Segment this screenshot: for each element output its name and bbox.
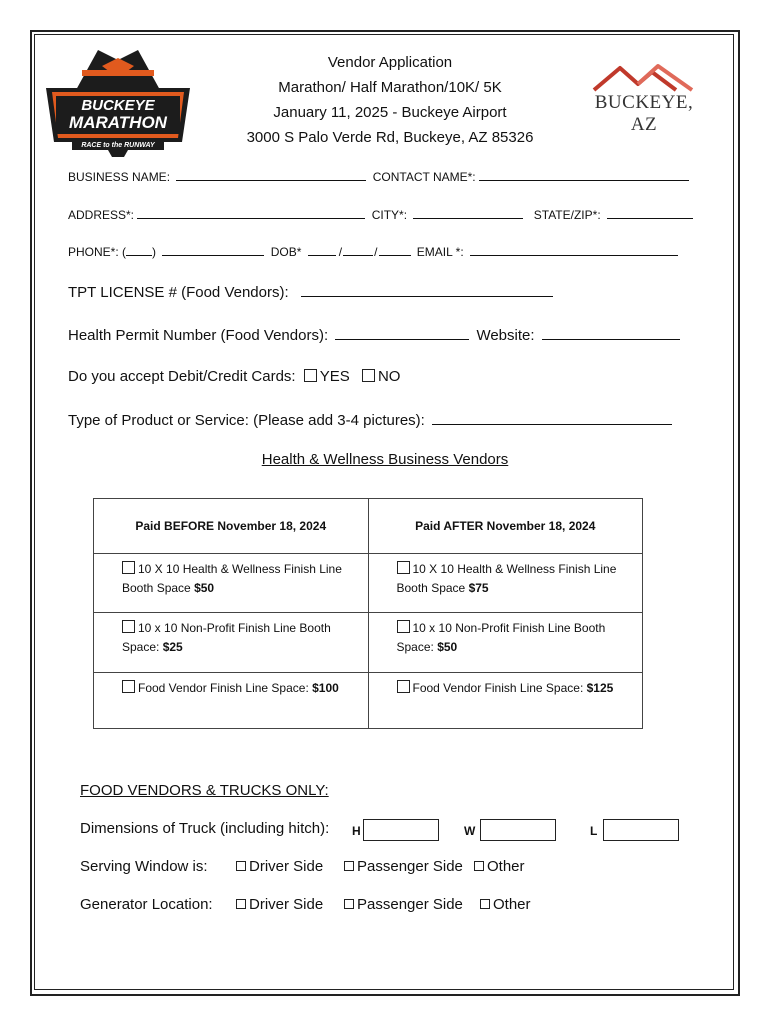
no-checkbox[interactable] (362, 369, 375, 382)
serving-passenger-checkbox[interactable] (344, 861, 354, 871)
serving-window-label: Serving Window is: (80, 858, 208, 875)
yes-label: YES (319, 368, 350, 385)
fee-table (93, 498, 643, 729)
no-label: NO (377, 368, 401, 385)
phone-label: PHONE*: ( (68, 245, 127, 259)
option-label: 10 X 10 Health & Wellness Finish Line Booth Space (122, 562, 342, 595)
phone-area-code-field[interactable] (126, 243, 152, 256)
table-cell (368, 673, 643, 729)
dob-slash: / (374, 245, 378, 259)
option-price: $125 (586, 681, 614, 695)
city-field[interactable] (413, 206, 523, 219)
dob-year-field[interactable] (379, 243, 411, 256)
option-label: Food Vendor Finish Line Space: (412, 681, 587, 695)
generator-driver-option[interactable] (236, 896, 323, 913)
option-label: Other (487, 858, 525, 875)
health-permit-line (68, 325, 683, 344)
table-cell (94, 613, 369, 673)
option-checkbox[interactable] (122, 680, 135, 693)
length-input[interactable] (603, 819, 679, 841)
header-address: 3000 S Palo Verde Rd, Buckeye, AZ 85326 (246, 129, 534, 146)
option-checkbox[interactable] (397, 680, 410, 693)
product-field[interactable] (432, 410, 672, 425)
address-label: ADDRESS*: (68, 208, 135, 222)
business-name-field[interactable] (176, 168, 366, 181)
dob-slash: / (338, 245, 343, 259)
generator-passenger-option[interactable] (344, 896, 463, 913)
table-row (94, 613, 643, 673)
option-price: $75 (468, 581, 489, 595)
business-name-label: BUSINESS NAME: (68, 170, 171, 184)
option-label: Passenger Side (357, 896, 463, 913)
option-label: 10 x 10 Non-Profit Finish Line Booth Space: (396, 621, 606, 654)
generator-other-checkbox[interactable] (480, 899, 490, 909)
address-line (68, 206, 696, 222)
table-cell (368, 613, 643, 673)
width-label: W (464, 824, 476, 838)
food-vendors-title: FOOD VENDORS & TRUCKS ONLY: (80, 782, 329, 799)
header-events: Marathon/ Half Marathon/10K/ 5K (278, 79, 502, 96)
city-label: CITY*: (371, 208, 408, 222)
option-price: $25 (162, 640, 183, 654)
option-price: $50 (194, 581, 215, 595)
option-checkbox[interactable] (122, 561, 135, 574)
height-label: H (352, 824, 361, 838)
before-header: Paid BEFORE November 18, 2024 (94, 499, 369, 554)
table-cell (368, 554, 643, 613)
option-price: $100 (312, 681, 339, 695)
address-field[interactable] (137, 206, 365, 219)
logo-top-text: BUCKEYE (81, 97, 155, 114)
cards-label: Do you accept Debit/Credit Cards: (68, 368, 296, 385)
health-permit-field[interactable] (335, 325, 469, 340)
height-input[interactable] (363, 819, 439, 841)
option-checkbox[interactable] (122, 620, 135, 633)
option-label: Driver Side (249, 896, 324, 913)
phone-paren: ) (152, 245, 157, 259)
after-header: Paid AFTER November 18, 2024 (368, 499, 643, 554)
health-permit-label: Health Permit Number (Food Vendors): (68, 327, 329, 344)
table-row (94, 554, 643, 613)
serving-driver-option[interactable] (236, 858, 323, 875)
buckeye-marathon-logo (42, 38, 194, 158)
product-line (68, 410, 675, 429)
truck-dimensions-line (80, 820, 329, 837)
yes-checkbox[interactable] (304, 369, 317, 382)
option-label: 10 x 10 Non-Profit Finish Line Booth Space: (122, 621, 331, 654)
option-label: Driver Side (249, 858, 324, 875)
table-row (94, 673, 643, 729)
generator-location-label: Generator Location: (80, 896, 213, 913)
state-zip-field[interactable] (607, 206, 693, 219)
product-label: Type of Product or Service: (Please add 3-4 pictures): (68, 412, 425, 429)
option-checkbox[interactable] (397, 620, 410, 633)
email-field[interactable] (470, 243, 678, 256)
table-cell (94, 673, 369, 729)
mountain-icon (580, 62, 708, 92)
email-label: EMAIL *: (416, 245, 464, 259)
state-zip-label: STATE/ZIP*: (533, 208, 601, 222)
serving-other-checkbox[interactable] (474, 861, 484, 871)
business-contact-line (68, 168, 692, 184)
buckeye-az-text: BUCKEYE, AZ (594, 92, 694, 135)
website-label: Website: (476, 327, 535, 344)
header-date: January 11, 2025 - Buckeye Airport (273, 104, 507, 121)
website-field[interactable] (542, 325, 680, 340)
table-cell (94, 554, 369, 613)
tpt-license-field[interactable] (301, 282, 553, 297)
option-label: 10 X 10 Health & Wellness Finish Line Booth Space (396, 562, 617, 595)
logo-main-text: MARATHON (69, 113, 167, 132)
dimensions-label: Dimensions of Truck (including hitch): (80, 820, 330, 837)
contact-name-field[interactable] (479, 168, 689, 181)
width-input[interactable] (480, 819, 556, 841)
generator-passenger-checkbox[interactable] (344, 899, 354, 909)
serving-other-option[interactable] (474, 858, 525, 875)
tpt-license-line (68, 282, 556, 301)
header-title: Vendor Application (327, 54, 453, 71)
option-checkbox[interactable] (397, 561, 410, 574)
buckeye-az-logo (580, 62, 708, 135)
generator-driver-checkbox[interactable] (236, 899, 246, 909)
tpt-license-label: TPT LICENSE # (Food Vendors): (68, 284, 289, 301)
phone-number-field[interactable] (162, 243, 264, 256)
cards-line (68, 368, 400, 385)
serving-passenger-option[interactable] (344, 858, 463, 875)
dob-day-field[interactable] (343, 243, 373, 256)
logo-sub-text: RACE to the RUNWAY (81, 142, 155, 149)
generator-other-option[interactable] (480, 896, 531, 913)
section-title: Health & Wellness Business Vendors (261, 451, 509, 468)
option-label: Passenger Side (357, 858, 463, 875)
dob-label: DOB* (270, 245, 302, 259)
serving-driver-checkbox[interactable] (236, 861, 246, 871)
header-block (210, 50, 570, 150)
option-label: Other (493, 896, 531, 913)
contact-name-label: CONTACT NAME*: (372, 170, 476, 184)
option-label: Food Vendor Finish Line Space: (138, 681, 313, 695)
length-label: L (590, 824, 598, 838)
dob-month-field[interactable] (308, 243, 336, 256)
option-price: $50 (437, 640, 458, 654)
phone-dob-email-line (68, 243, 681, 259)
